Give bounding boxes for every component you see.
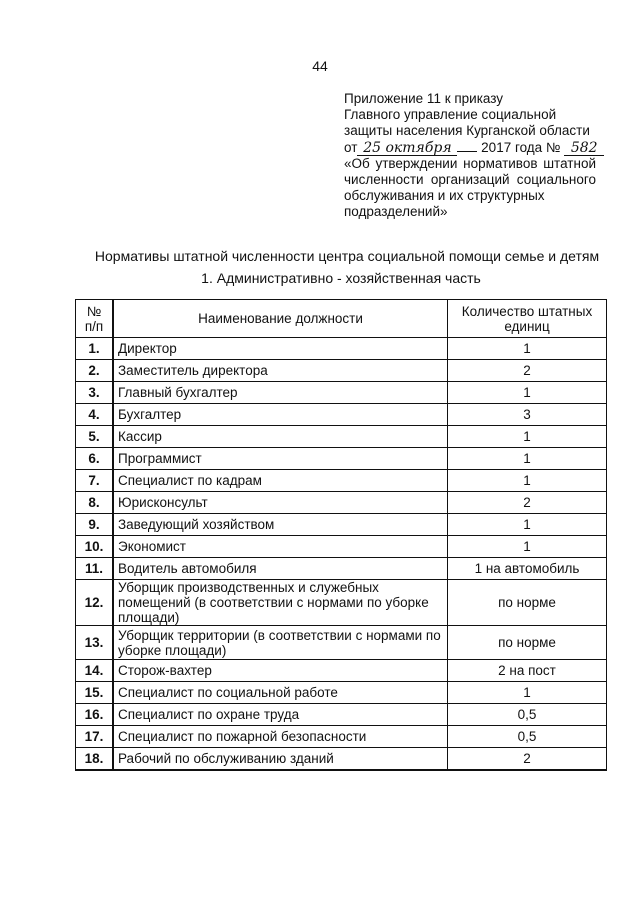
row-position-name: Специалист по кадрам — [113, 470, 448, 492]
table-row — [76, 426, 607, 448]
row-num: 1. — [76, 338, 114, 360]
row-quantity: 1 — [448, 682, 607, 704]
row-quantity: 2 — [448, 492, 607, 514]
table-header-row — [76, 300, 607, 338]
row-num: 2. — [76, 360, 114, 382]
row-quantity: 0,5 — [448, 726, 607, 748]
year-text: 2017 года № — [481, 140, 561, 155]
row-num: 12. — [76, 580, 114, 626]
row-position-name: Водитель автомобиля — [113, 558, 448, 580]
appendix-date-line — [344, 139, 596, 156]
row-position-name: Директор — [113, 338, 448, 360]
section-title: 1. Административно - хозяйственная часть — [201, 270, 481, 286]
row-quantity: по норме — [448, 626, 607, 660]
table-row — [76, 448, 607, 470]
row-quantity: 1 — [448, 382, 607, 404]
row-num: 9. — [76, 514, 114, 536]
page-number: 44 — [312, 58, 328, 74]
row-num: 4. — [76, 404, 114, 426]
table-row — [76, 404, 607, 426]
row-quantity: 1 — [448, 426, 607, 448]
row-quantity: 1 — [448, 470, 607, 492]
row-quantity: 2 — [448, 360, 607, 382]
table-row — [76, 660, 607, 682]
row-num: 3. — [76, 382, 114, 404]
table-row — [76, 704, 607, 726]
date-underline — [457, 139, 477, 152]
row-quantity: по норме — [448, 580, 607, 626]
table-row — [76, 726, 607, 748]
header-num: № п/п — [76, 300, 114, 338]
table-row — [76, 748, 607, 771]
row-quantity: 1 — [448, 536, 607, 558]
table-row — [76, 470, 607, 492]
row-position-name: Сторож-вахтер — [113, 660, 448, 682]
row-position-name: Юрисконсульт — [113, 492, 448, 514]
row-num: 13. — [76, 626, 114, 660]
table-row — [76, 338, 607, 360]
header-name: Наименование должности — [113, 300, 448, 338]
row-quantity: 1 — [448, 514, 607, 536]
document-title: Нормативы штатной численности центра социальной помощи семье и детям — [94, 248, 600, 264]
row-num: 16. — [76, 704, 114, 726]
row-quantity: 1 — [448, 448, 607, 470]
row-num: 15. — [76, 682, 114, 704]
table-row — [76, 514, 607, 536]
row-num: 17. — [76, 726, 114, 748]
appendix-line-1: Приложение 11 к приказу — [344, 91, 504, 106]
row-position-name: Специалист по охране труда — [113, 704, 448, 726]
row-quantity: 0,5 — [448, 704, 607, 726]
row-num: 5. — [76, 426, 114, 448]
appendix-line-6: численности организаций социального — [344, 172, 596, 187]
row-position-name: Программист — [113, 448, 448, 470]
row-quantity: 2 — [448, 748, 607, 771]
date-prefix: от — [344, 140, 358, 155]
table-row — [76, 558, 607, 580]
table-row — [76, 360, 607, 382]
table-row — [76, 492, 607, 514]
row-num: 6. — [76, 448, 114, 470]
table-row — [76, 682, 607, 704]
row-num: 8. — [76, 492, 114, 514]
row-position-name: Уборщик производственных и служебных помещений (в соответствии с нормами по уборке площади) — [113, 580, 448, 626]
appendix-line-3: защиты населения Курганской области — [344, 123, 590, 138]
row-quantity: 1 на автомобиль — [448, 558, 607, 580]
row-position-name: Специалист по пожарной безопасности — [113, 726, 448, 748]
appendix-line-7: обслуживания и их структурных — [344, 188, 545, 203]
row-position-name: Заместитель директора — [113, 360, 448, 382]
row-position-name: Экономист — [113, 536, 448, 558]
table-row — [76, 382, 607, 404]
appendix-block — [344, 91, 596, 220]
row-position-name: Рабочий по обслуживанию зданий — [113, 748, 448, 771]
table-row — [76, 536, 607, 558]
handwritten-order-number: 582 — [564, 141, 604, 156]
row-position-name: Уборщик территории (в соответствии с нормами по уборке площади) — [113, 626, 448, 660]
appendix-line-5: «Об утверждении нормативов штатной — [344, 156, 596, 171]
row-position-name: Бухгалтер — [113, 404, 448, 426]
row-num: 10. — [76, 536, 114, 558]
row-position-name: Специалист по социальной работе — [113, 682, 448, 704]
appendix-line-2: Главного управление социальной — [344, 107, 557, 122]
row-quantity: 3 — [448, 404, 607, 426]
row-position-name: Заведующий хозяйством — [113, 514, 448, 536]
row-position-name: Кассир — [113, 426, 448, 448]
row-num: 14. — [76, 660, 114, 682]
row-num: 7. — [76, 470, 114, 492]
appendix-line-8: подразделений» — [344, 204, 448, 219]
row-quantity: 2 на пост — [448, 660, 607, 682]
table-row — [76, 580, 607, 626]
row-num: 18. — [76, 748, 114, 771]
header-qty: Количество штатных единиц — [448, 300, 607, 338]
staff-table — [75, 299, 607, 771]
row-quantity: 1 — [448, 338, 607, 360]
row-num: 11. — [76, 558, 114, 580]
row-position-name: Главный бухгалтер — [113, 382, 448, 404]
table-row — [76, 626, 607, 660]
handwritten-date: 25 октября — [357, 141, 457, 156]
